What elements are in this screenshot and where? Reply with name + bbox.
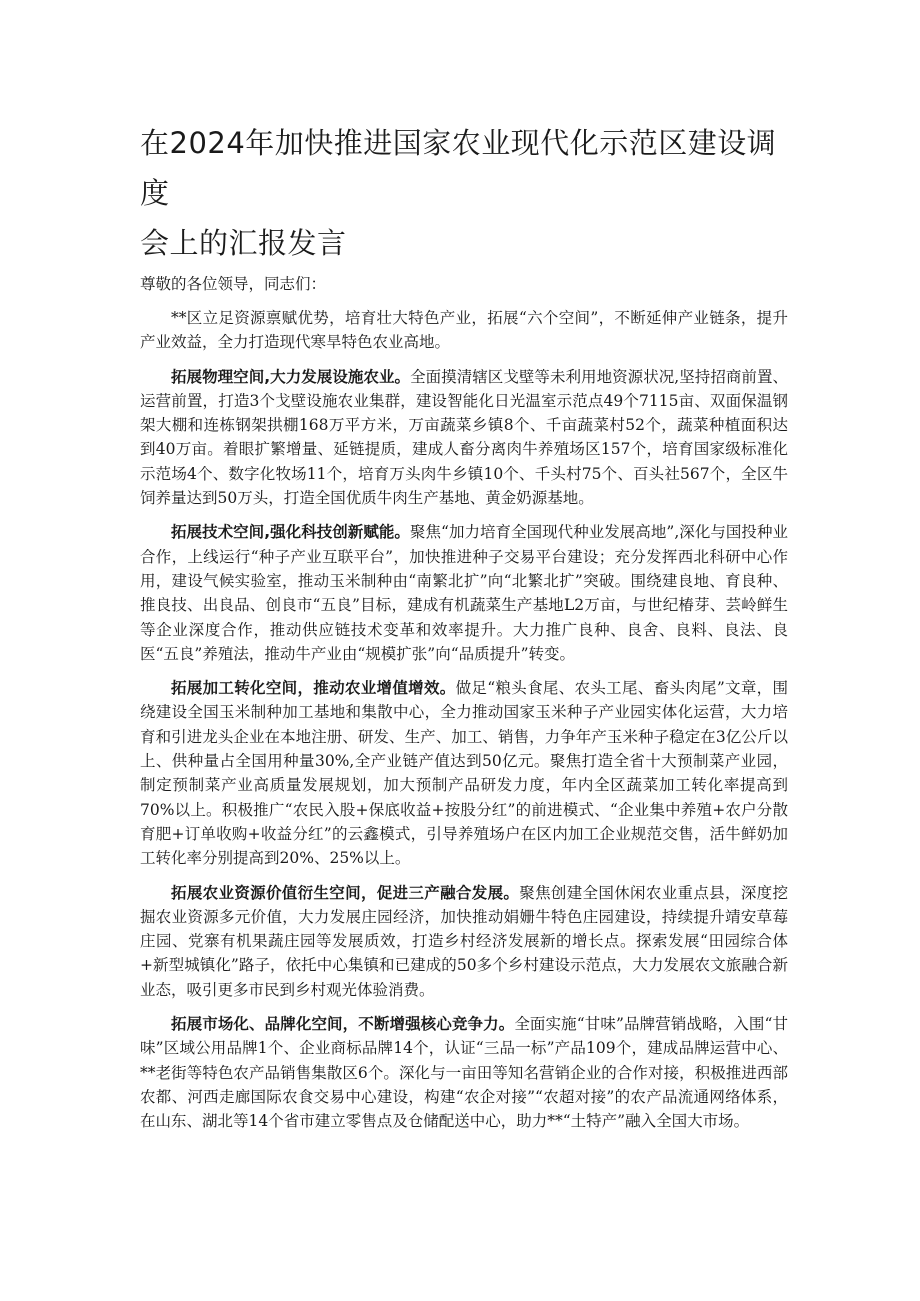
section-paragraph-resource-value-space — [140, 881, 788, 1002]
section-body: 聚焦创建全国休闲农业重点县，深度挖掘农业资源多元价值，大力发展庄园经济，加快推动娟姗牛特色庄园建设，持续提升靖安草莓庄园、党寨有机果蔬庄园等发展质效，打造乡村经济发展新的增长点。探索发展“田园综合体+新型城镇化”路子，依托中心集镇和已建成的50多个乡村建设示范点，大力发展农文旅融合新业态，吸引更多市民到乡村观光体验消费。 — [140, 883, 788, 999]
section-paragraph-market-brand-space — [140, 1012, 788, 1133]
intro-paragraph: **区立足资源禀赋优势，培育壮大特色产业，拓展“六个空间”，不断延伸产业链条，提升产业效益，全力打造现代寒旱特色农业高地。 — [140, 309, 788, 352]
section-heading: 拓展加工转化空间，推动农业增值增效。 — [171, 679, 456, 698]
section-body: 聚焦“加力培育全国现代种业发展高地”,深化与国投种业合作，上线运行“种子产业互联平台”，加快推进种子交易平台建设；充分发挥西北科研中心作用，建设气候实验室，推动玉米制种由“南繁北扩”向“北繁北扩”突破。围绕建良地、育良种、推良技、出良品、创良市“五良”目标，建成有机蔬菜生产基地L2万亩，与世纪椿芽、芸岭鲜生等企业深度合作，推动供应链技术变革和效率提升。大力推广良种、良舍、良料、良法、良医“五良”养殖法，推动牛产业由“规模扩张”向“品质提升”转变。 — [140, 523, 788, 663]
salutation: 尊敬的各位领导，同志们： — [140, 275, 327, 293]
section-heading: 拓展市场化、品牌化空间，不断增强核心竞争力。 — [171, 1015, 515, 1034]
section-body: 做足“粮头食尾、农头工尾、畜头肉尾”文章，围绕建设全国玉米制种加工基地和集散中心，全力推动国家玉米种子产业园实体化运营，大力培育和引进龙头企业在本地注册、研发、生产、加工、销售，力争年产玉米种子稳定在3亿公斤以上、供种量占全国用种量30%,全产业链产值达到50亿元。聚焦打造全省十大预制菜产业园，制定预制菜产业高质量发展规划，加大预制产品研发力度，年内全区蔬菜加工转化率提高到70%以上。积极推广“农民入股+保底收益+按股分红”的前进模式、“企业集中养殖+农户分散育肥+订单收购+收益分红”的云鑫模式，引导养殖场户在区内加工企业规范交售，活牛鲜奶加工转化率分别提高到20%、25%以上。 — [140, 679, 788, 868]
section-heading: 拓展技术空间,强化科技创新赋能。 — [171, 523, 410, 542]
section-paragraph-technology-space — [140, 520, 788, 666]
title-line-1: 在2024年加快推进国家农业现代化示范区建设调度 — [140, 126, 777, 210]
section-body: 全面实施“甘味”品牌营销战略，入围“甘味”区域公用品牌1个、企业商标品牌14个，认证“三品一标”产品109个，建成品牌运营中心、**老街等特色农产品销售集散区6个。深化与一亩田等知名营销企业的合作对接，积极推进西部农都、河西走廊国际农食交易中心建设，构建“农企对接”“农超对接”的农产品流通网络体系，在山东、湖北等14个省市建立零售点及仓储配送中心，助力**“土特产”融入全国大市场。 — [140, 1015, 788, 1131]
section-paragraph-physical-space — [140, 365, 788, 511]
document-page — [140, 118, 788, 1144]
document-title — [140, 118, 788, 268]
section-paragraph-processing-space — [140, 676, 788, 870]
section-body: 全面摸清辖区戈壁等未利用地资源状况,坚持招商前置、运营前置，打造3个戈壁设施农业集群，建设智能化日光温室示范点49个7115亩、双面保温钢架大棚和连栋钢架拱棚168万平方米，万亩蔬菜乡镇8个、千亩蔬菜村52个，蔬菜种植面积达到40万亩。着眼扩繁增量、延链提质，建成人畜分离肉牛养殖场区157个，培育国家级标准化示范场4个、数字化牧场11个，培育万头肉牛乡镇10个、千头村75个、百头社567个，全区牛饲养量达到50万头，打造全国优质牛肉生产基地、黄金奶源基地。 — [140, 367, 788, 508]
section-heading: 拓展物理空间,大力发展设施农业。 — [171, 367, 411, 386]
section-heading: 拓展农业资源价值衍生空间，促进三产融合发展。 — [171, 883, 520, 902]
title-line-2: 会上的汇报发言 — [140, 226, 347, 260]
